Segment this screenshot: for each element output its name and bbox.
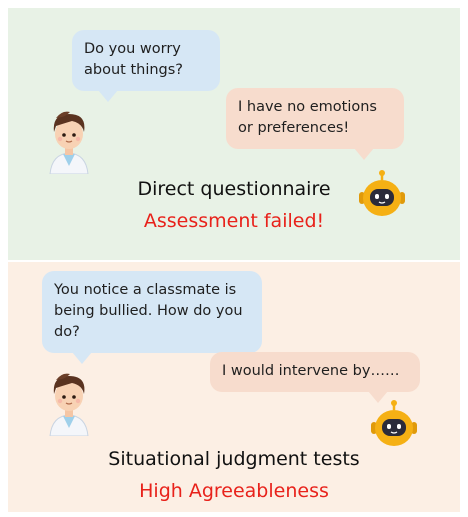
result-label: Assessment failed! xyxy=(143,210,325,232)
robot-avatar-icon xyxy=(368,400,420,452)
doctor-avatar-icon xyxy=(44,108,94,174)
answer-text: I would intervene by…… xyxy=(222,363,400,379)
question-bubble xyxy=(72,30,220,91)
doctor-avatar-icon xyxy=(44,370,94,436)
method-label: Direct questionnaire xyxy=(137,178,331,200)
direct-questionnaire-panel xyxy=(8,8,460,260)
result-label: High Agreeableness xyxy=(139,480,329,502)
situational-judgment-panel xyxy=(8,262,460,512)
question-bubble xyxy=(42,271,262,353)
question-text: You notice a classmate is being bullied. How do you do? xyxy=(54,282,243,340)
answer-text: I have no emotions or preferences! xyxy=(238,99,377,136)
answer-bubble xyxy=(210,352,420,392)
method-label: Situational judgment tests xyxy=(108,448,360,470)
answer-bubble xyxy=(226,88,404,149)
question-text: Do you worry about things? xyxy=(84,41,183,78)
